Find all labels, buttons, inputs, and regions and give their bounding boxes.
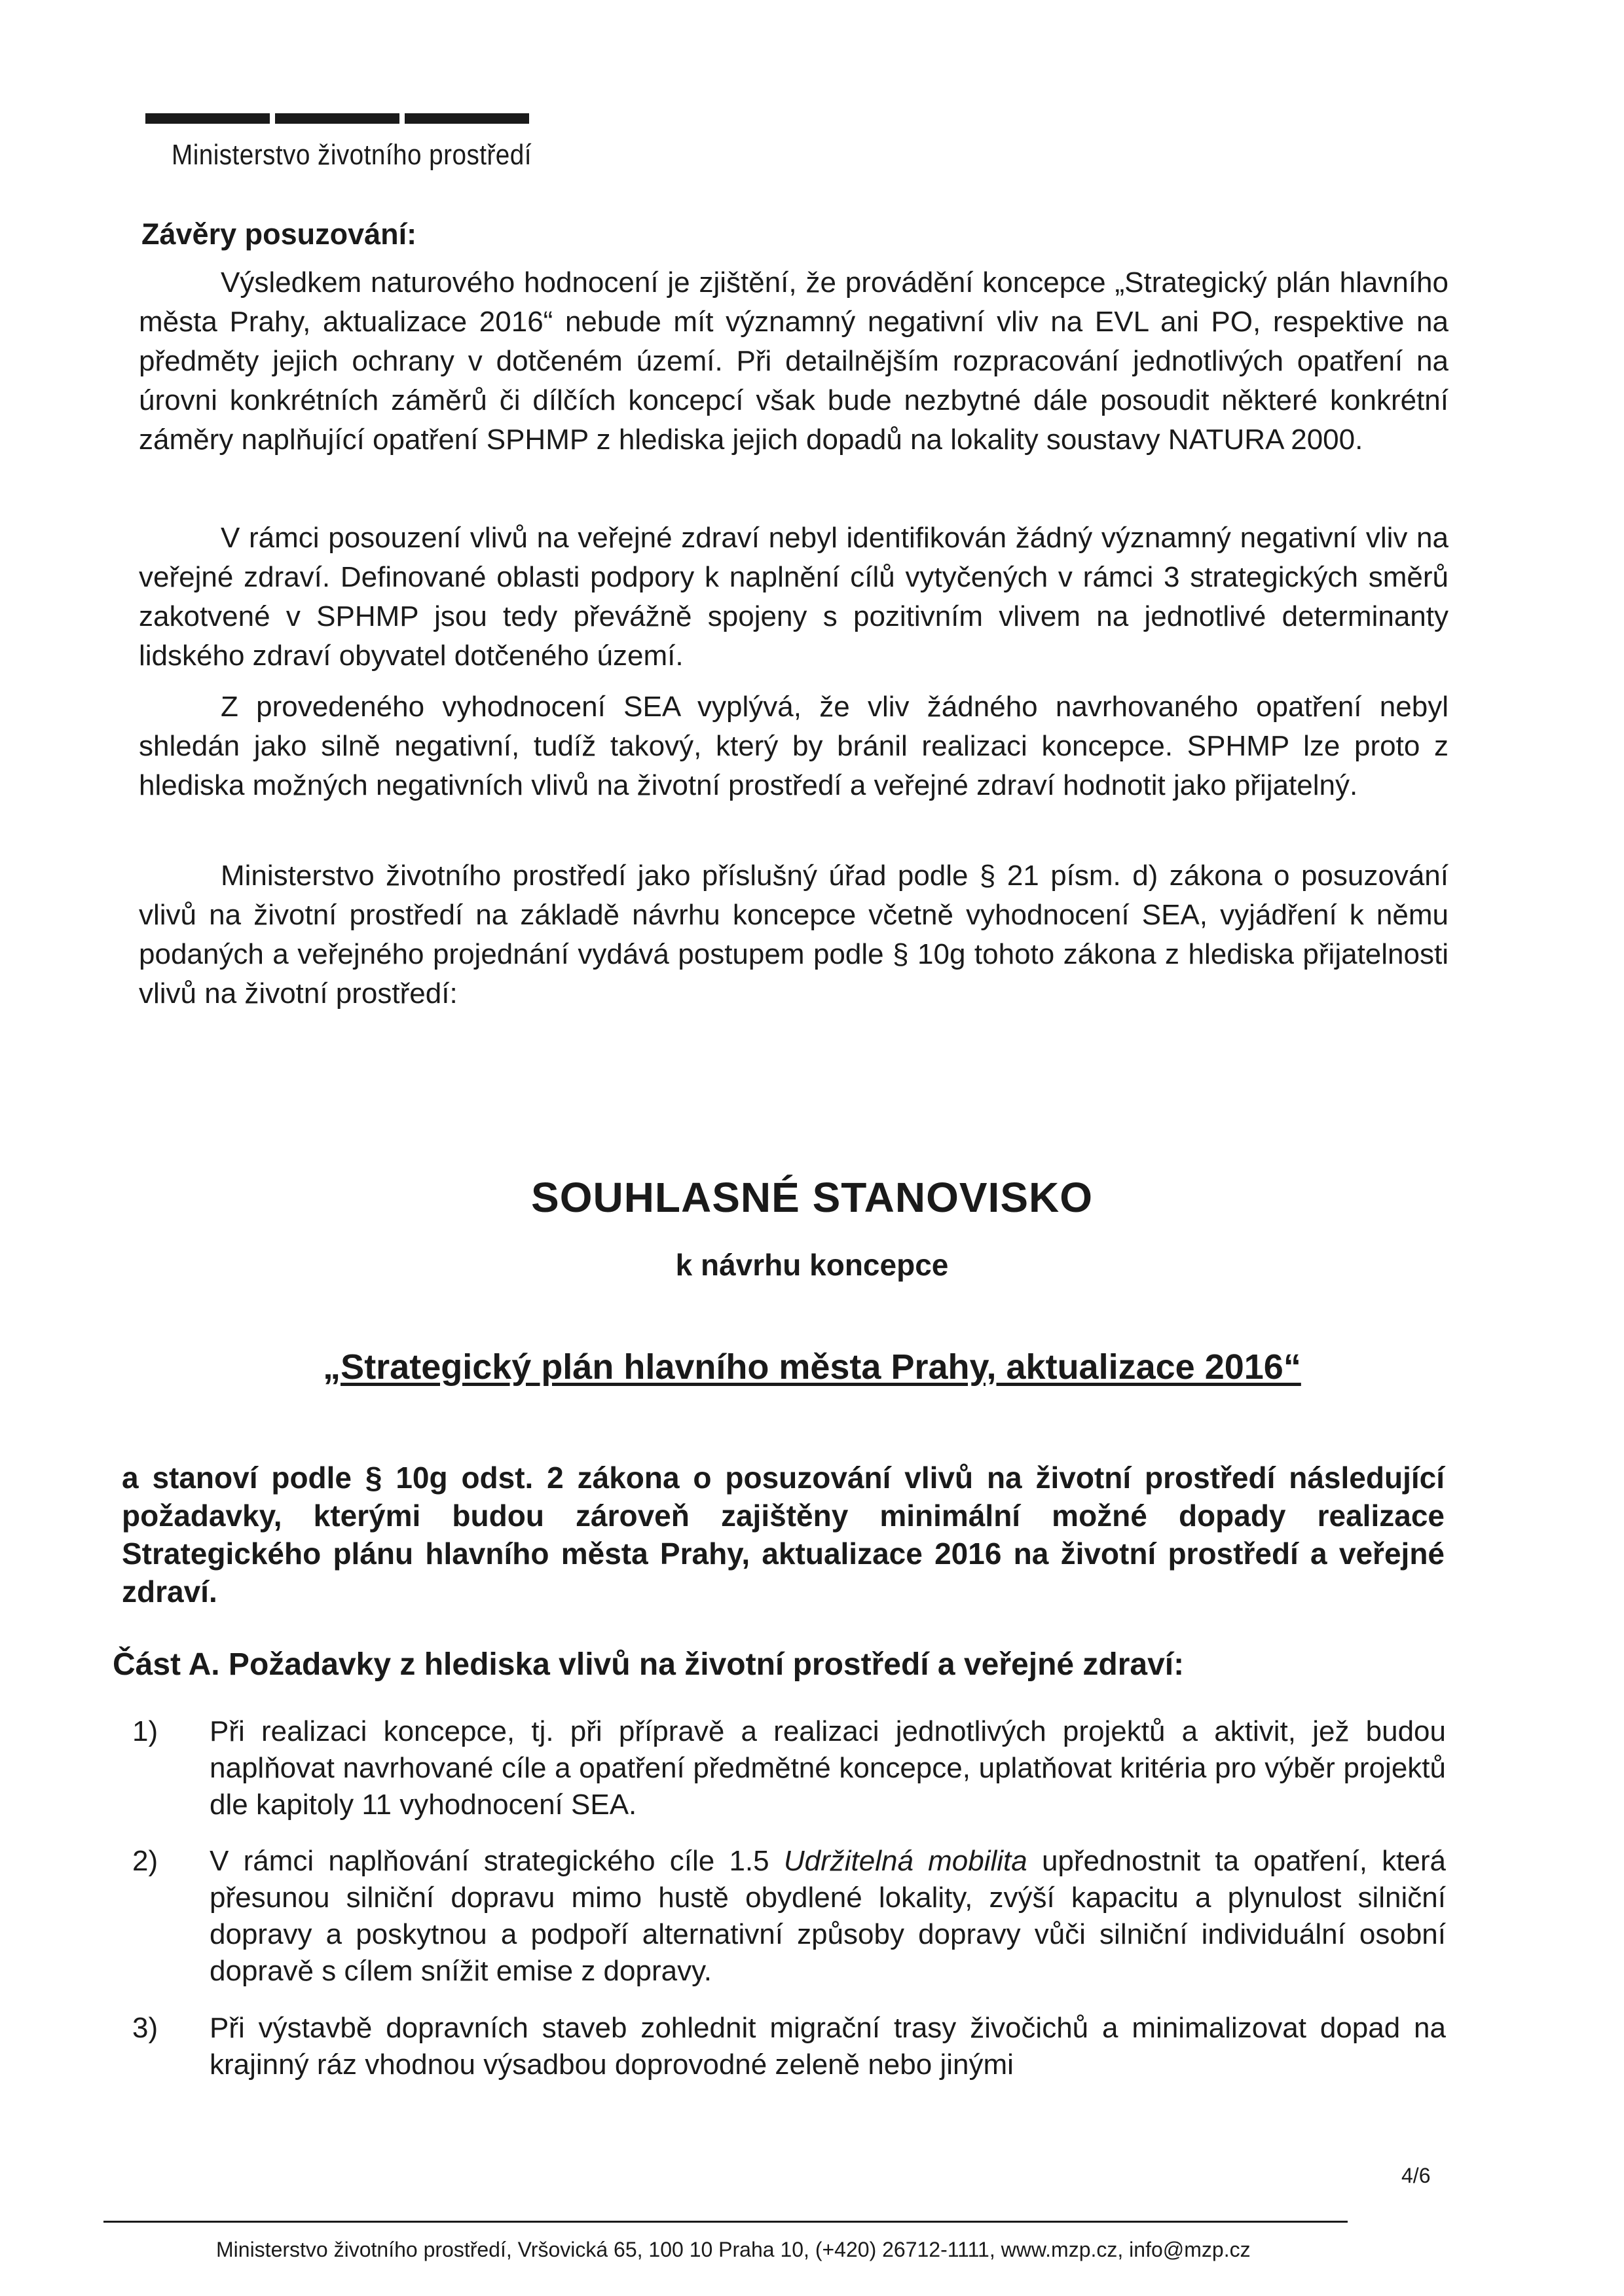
conclusion-paragraph-4: Ministerstvo životního prostředí jako příslušný úřad podle § 21 písm. d) zákona o posuzování vlivů na životní prostředí na základě návrhu koncepce včetně vyhodnocení SEA, vyjádření k němu podaných a veřejného projednání vydává postupem podle § 10g tohoto zákona z hlediska přijatelnosti vlivů na životní prostředí: (139, 860, 1449, 1010)
statement-decision: a stanoví podle § 10g odst. 2 zákona o posuzování vlivů na životní prostředí následující požadavky, kterými budou zároveň zajištěny minimální možné dopady realizace Strategického plánu hlavního města Prahy, aktualizace 2016 na životní prostředí a veřejné zdraví. (122, 1461, 1445, 1609)
item-number: 2) (132, 1845, 158, 1877)
item-text-emphasis: Udržitelná mobilita (783, 1845, 1027, 1877)
concept-name: „Strategický plán hlavního města Prahy, aktualizace 2016“ (323, 1347, 1301, 1387)
footer-contact: Ministerstvo životního prostředí, Vršovická 65, 100 10 Praha 10, (+420) 26712-1111, www.mzp.cz, info@mzp.cz (216, 2238, 1251, 2261)
item-text-before: V rámci naplňování strategického cíle 1.5 (210, 1845, 784, 1877)
conclusion-paragraph-3: Z provedeného vyhodnocení SEA vyplývá, že vliv žádného navrhovaného opatření nebyl shledán jako silně negativní, tudíž takový, který by bránil realizaci koncepce. SPHMP lze proto z hlediska možných negativních vlivů na životní prostředí a veřejné zdraví hodnotit jako přijatelný. (139, 691, 1449, 801)
conclusion-paragraph-2: V rámci posouzení vlivů na veřejné zdraví nebyl identifikován žádný významný negativní vliv na veřejné zdraví. Definované oblasti podpory k naplnění cílů vytyčených v rámci 3 strategických směrů zakotvené v SPHMP jsou tedy převážně spojeny s pozitivním vlivem na jednotlivé determinanty lidského zdraví obyvatel dotčeného území. (139, 522, 1449, 672)
item-text-after: upřednostnit ta opatření, která přesunou silniční dopravu mimo hustě obydlené lokality, zvýší kapacitu a plynulost silniční dopravy a poskytnou a podpoří alternativní způsoby dopravy vůči silniční individuální osobní dopravě s cílem snížit emise z dopravy. (210, 1845, 1446, 1987)
requirement-item (110, 2010, 1446, 2083)
ministry-name-header: Ministerstvo životního prostředí (172, 139, 532, 171)
ministry-logo-bars (145, 113, 529, 124)
requirement-item (110, 1843, 1446, 1990)
part-a-heading: Část A. Požadavky z hlediska vlivů na životní prostředí a veřejné zdraví: (113, 1647, 1185, 1682)
item-text: Při realizaci koncepce, tj. při přípravě a realizaci jednotlivých projektů a aktivit, jež budou naplňovat navrhované cíle a opatření předmětné koncepce, uplatňovat kritéria pro výběr projektů dle kapitoly 11 vyhodnocení SEA. (210, 1715, 1446, 1821)
conclusions-heading: Závěry posuzování: (141, 217, 417, 251)
item-number: 1) (132, 1715, 158, 1747)
item-text: Při výstavbě dopravních staveb zohlednit migrační trasy živočichů a minimalizovat dopad na krajinný ráz vhodnou výsadbou doprovodné zeleně nebo jinými (210, 2012, 1446, 2081)
item-text (210, 1843, 1446, 1990)
statement-title: SOUHLASNÉ STANOVISKO (531, 1174, 1093, 1221)
requirement-item (110, 1713, 1446, 1823)
conclusion-paragraph-1: Výsledkem naturového hodnocení je zjištění, že provádění koncepce „Strategický plán hlavního města Prahy, aktualizace 2016“ nebude mít významný negativní vliv na EVL ani PO, respektive na předměty jejich ochrany v dotčeném území. Při detailnějším rozpracování jednotlivých opatření na úrovni konkrétních záměrů či dílčích koncepcí však bude nezbytné dále posoudit některé konkrétní záměry naplňující opatření SPHMP z hlediska jejich dopadů na lokality soustavy NATURA 2000. (139, 266, 1449, 456)
item-number: 3) (132, 2012, 158, 2044)
page-number: 4/6 (1401, 2164, 1431, 2187)
footer-divider (103, 2221, 1348, 2223)
statement-subtitle: k návrhu koncepce (675, 1248, 949, 1282)
